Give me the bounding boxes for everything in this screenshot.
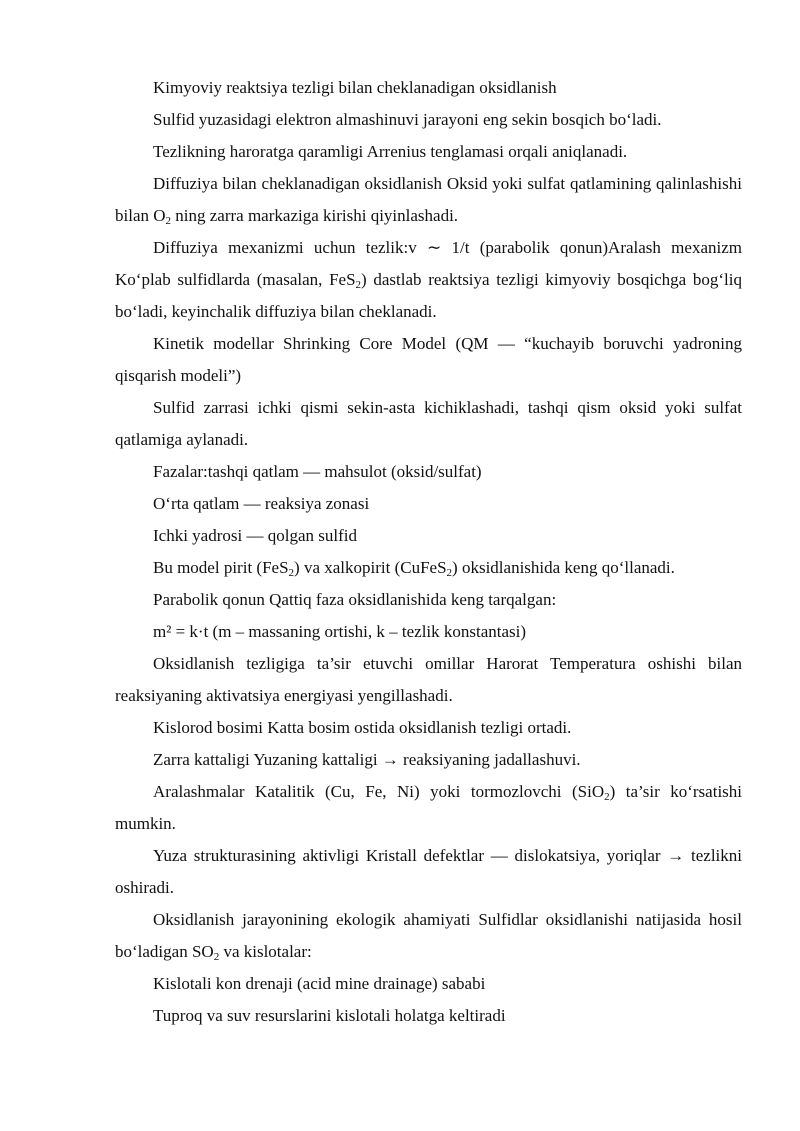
paragraph: Kinetik modellar Shrinking Core Model (QM — “kuchayib boruvchi yadroning qisqarish modeli”) bbox=[115, 334, 742, 385]
paragraph: Tezlikning haroratga qaramligi Arrenius tenglamasi orqali aniqlanadi. bbox=[153, 142, 628, 161]
paragraph: O‘rta qatlam — reaksiya zonasi bbox=[153, 494, 370, 513]
paragraph: m² = k·t (m – massaning ortishi, k – tezlik konstantasi) bbox=[153, 622, 527, 641]
paragraph: Diffuziya mexanizmi uchun tezlik:v ∼ 1/t (parabolik qonun)Aralash mexanizm Ko‘plab sulfidlarda (masalan, FeS$_2$) dastlab reaktsiya tezligi kimyoviy bosqichga bog‘liq bo‘ladi, keyinchalik diffuziya bilan cheklanadi. bbox=[115, 238, 742, 321]
paragraph: Parabolik qonun Qattiq faza oksidlanishida keng tarqalgan: bbox=[153, 590, 557, 609]
paragraph: Tuproq va suv resurslarini kislotali holatga keltiradi bbox=[153, 1006, 506, 1025]
paragraph: Bu model pirit (FeS$_2$) va xalkopirit (CuFeS$_2$) oksidlanishida keng qo‘llanadi. bbox=[153, 558, 675, 579]
paragraph: Yuza strukturasining aktivligi Kristall defektlar — dislokatsiya, yoriqlar → tezlikni oshiradi. bbox=[115, 846, 742, 897]
paragraph: Diffuziya bilan cheklanadigan oksidlanish Oksid yoki sulfat qatlamining qalinlashishi bilan $O_2$ ning zarra markaziga kirishi qiyinlashadi. bbox=[115, 174, 742, 227]
paragraph: Zarra kattaligi Yuzaning kattaligi → reaksiyaning jadallashuvi. bbox=[153, 750, 581, 769]
paragraph: Kislotali kon drenaji (acid mine drainage) sababi bbox=[153, 974, 486, 993]
paragraph: Kimyoviy reaktsiya tezligi bilan cheklanadigan oksidlanish bbox=[153, 78, 557, 97]
paragraph: Kislorod bosimi Katta bosim ostida oksidlanish tezligi ortadi. bbox=[153, 718, 572, 737]
paragraph: Ichki yadrosi — qolgan sulfid bbox=[153, 526, 357, 545]
paragraph: Oksidlanish tezligiga ta’sir etuvchi omillar Harorat Temperatura oshishi bilan reaksiyaning aktivatsiya energiyasi yengillashadi. bbox=[115, 654, 742, 705]
paragraph: Sulfid zarrasi ichki qismi sekin-asta kichiklashadi, tashqi qism oksid yoki sulfat qatlamiga aylanadi. bbox=[115, 398, 742, 449]
paragraph: Fazalar:tashqi qatlam — mahsulot (oksid/sulfat) bbox=[153, 462, 482, 481]
paragraph: Aralashmalar Katalitik (Cu, Fe, Ni) yoki tormozlovchi (SiO$_2$) ta’sir ko‘rsatishi mumkin. bbox=[115, 782, 743, 833]
document-body bbox=[115, 72, 742, 1032]
paragraph: Oksidlanish jarayonining ekologik ahamiyati Sulfidlar oksidlanishi natijasida hosil bo‘ladigan $SO_2$ va kislotalar: bbox=[115, 910, 742, 963]
paragraph: Sulfid yuzasidagi elektron almashinuvi jarayoni eng sekin bosqich bo‘ladi. bbox=[153, 110, 662, 129]
